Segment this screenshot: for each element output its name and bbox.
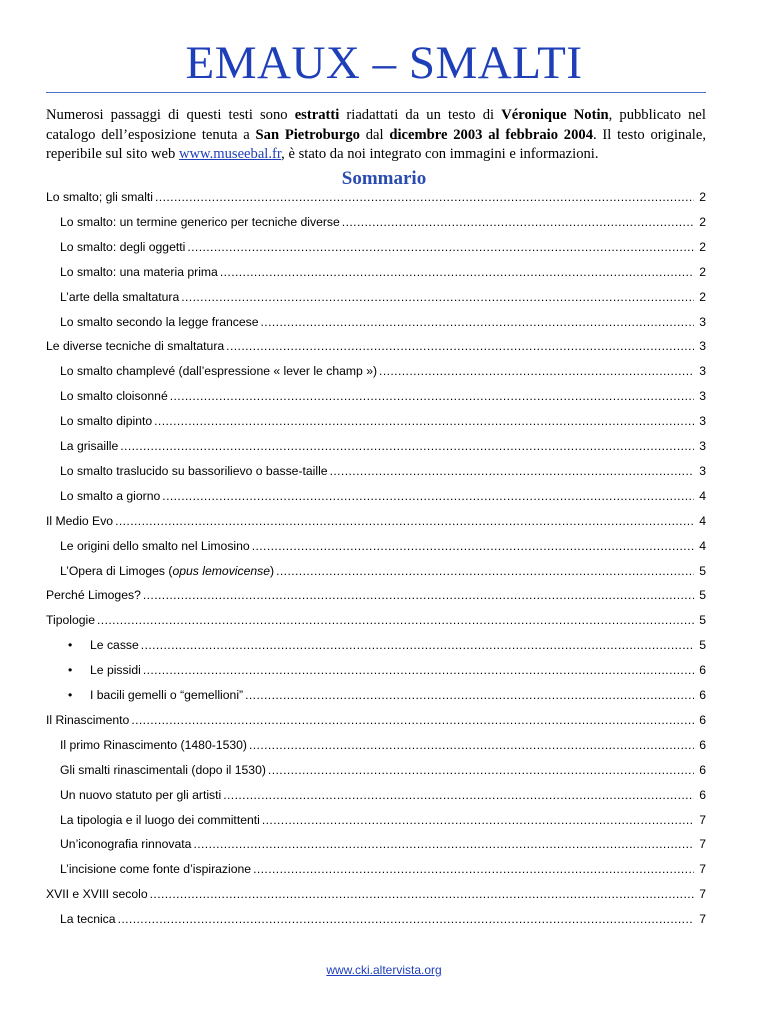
footer-website-link[interactable]: www.cki.altervista.org (326, 963, 442, 977)
toc-entry[interactable] (46, 489, 706, 513)
toc-leader-dots (261, 315, 694, 329)
toc-leader-dots (245, 688, 694, 702)
toc-page-number: 3 (699, 439, 706, 453)
toc-leader-dots (143, 663, 694, 677)
toc-leader-dots (141, 638, 694, 652)
toc-entry-label: La tecnica (60, 912, 116, 927)
toc-entry[interactable] (46, 265, 706, 289)
intro-text-6: , è stato da noi integrato con immagini e informazioni. (281, 146, 599, 162)
toc-entry-label: La tipologia e il luogo dei committenti (60, 812, 260, 827)
toc-entry-text: Le casse (90, 638, 139, 653)
title-underline (46, 92, 706, 93)
toc-leader-dots (220, 265, 694, 279)
toc-entry-label: Lo smalto traslucido su bassorilievo o basse-taille (60, 463, 328, 478)
intro-bold-city: San Pietroburgo (255, 126, 360, 143)
toc-page-number: 5 (699, 613, 706, 628)
toc-entry-label: Un nuovo statuto per gli artisti (60, 787, 222, 802)
toc-entry-label: L’incisione come fonte d’ispirazione (60, 862, 252, 877)
toc-entry-label: Lo smalto dipinto (60, 414, 153, 429)
toc-entry[interactable] (46, 588, 706, 612)
toc-entry-label: Le diverse tecniche di smaltatura (46, 339, 225, 354)
bullet-icon: • (68, 688, 73, 702)
toc-leader-dots (226, 339, 694, 353)
toc-entry-label: Perché Limoges? (46, 588, 141, 603)
toc-entry-label: Lo smalto: un termine generico per tecniche diverse (60, 214, 340, 229)
toc-entry[interactable] (46, 763, 706, 787)
toc-entry[interactable] (46, 315, 706, 339)
toc-entry[interactable] (46, 389, 706, 413)
toc-page-number: 7 (699, 837, 706, 852)
toc-entry[interactable] (46, 738, 706, 762)
toc-leader-dots (120, 439, 694, 453)
intro-bold-estratti: estratti (294, 107, 340, 123)
toc-entry[interactable] (46, 613, 706, 637)
toc-entry-label: Il Medio Evo (46, 513, 114, 528)
intro-text-1: Numerosi passaggi di questi testi sono (46, 107, 295, 123)
toc-entry[interactable] (46, 912, 706, 936)
bullet-icon: • (68, 663, 73, 678)
toc-leader-dots (143, 588, 694, 602)
toc-entry[interactable] (46, 862, 706, 886)
intro-text-3: , pubblicato nel catalogo dell’esposizione tenuta a (46, 107, 706, 143)
toc-entry[interactable] (46, 339, 706, 363)
toc-entry-label: Il Rinascimento (46, 712, 130, 727)
toc-entry-label: Lo smalto: degli oggetti (60, 239, 186, 254)
toc-leader-dots (150, 887, 694, 901)
toc-leader-dots (223, 788, 694, 802)
intro-text-5: . Il testo originale, reperibile sul sito web (46, 126, 706, 162)
toc-entry[interactable] (46, 464, 706, 488)
toc-entry[interactable] (46, 514, 706, 538)
toc-page-number: 5 (699, 638, 706, 653)
toc-entry-label: Lo smalto cloisonné (60, 389, 168, 404)
toc-entry[interactable] (46, 713, 706, 737)
toc-page-number: 2 (699, 289, 706, 304)
toc-leader-dots (118, 912, 694, 926)
toc-entry[interactable] (46, 564, 706, 588)
intro-bold-dates: dicembre 2003 al febbraio 2004 (389, 126, 593, 143)
toc-leader-dots (193, 837, 694, 851)
toc-entry-label: Lo smalto champlevé (dall’espressione « lever le champ ») (60, 364, 378, 379)
toc-entry-label: Il primo Rinascimento (1480-1530) (60, 737, 247, 752)
toc-page-number: 2 (699, 190, 706, 204)
toc-leader-dots (115, 514, 694, 528)
toc-entry-label: Le origini dello smalto nel Limosino (60, 538, 250, 553)
footer (0, 963, 768, 977)
toc-leader-dots (379, 364, 694, 378)
toc-entry-label: Tipologie (46, 613, 96, 628)
toc-leader-dots (262, 813, 694, 827)
toc-page-number: 3 (699, 314, 706, 329)
toc-entry-text: I bacili gemelli o “gemellioni” (90, 688, 244, 702)
toc-page-number: 3 (699, 463, 706, 478)
toc-leader-dots (155, 190, 694, 204)
toc-page-number: 6 (699, 688, 706, 702)
toc-entry-label (46, 688, 243, 702)
toc-leader-dots (162, 489, 694, 503)
toc-leader-dots (154, 414, 694, 428)
intro-text-2: riadattati da un testo di (339, 107, 502, 123)
toc-leader-dots (253, 862, 694, 876)
toc-entry-label (46, 663, 141, 677)
toc-leader-dots (252, 539, 694, 553)
toc-page-number: 7 (699, 862, 706, 877)
toc-page-number: 4 (699, 538, 706, 553)
toc-entry[interactable] (46, 813, 706, 837)
toc-page-number: 4 (699, 513, 706, 528)
toc-entry[interactable] (46, 215, 706, 239)
toc-page-number: 6 (699, 712, 706, 727)
toc-entry[interactable] (46, 887, 706, 911)
toc-entry[interactable] (46, 190, 706, 214)
toc-page-number: 5 (699, 588, 706, 603)
toc-page-number: 6 (699, 787, 706, 802)
toc-entry-label: La grisaille (60, 439, 119, 453)
bullet-icon: • (68, 638, 73, 653)
toc-page-number: 2 (699, 239, 706, 254)
toc-entry-label (46, 638, 139, 652)
toc-entry-text: Le pissidi (90, 663, 141, 678)
toc-page-number: 7 (699, 887, 706, 902)
toc-leader-dots (268, 763, 694, 777)
toc-page-number: 6 (699, 663, 706, 678)
toc-entry-label: Lo smalto: una materia prima (60, 264, 218, 279)
toc-leader-dots (330, 464, 694, 478)
toc-page-number: 3 (699, 339, 706, 354)
toc-entry[interactable] (46, 240, 706, 264)
toc-page-number: 6 (699, 737, 706, 752)
toc-page-number: 5 (699, 563, 706, 578)
intro-text-4: dal (359, 126, 390, 143)
intro-bold-author: Véronique Notin (501, 107, 609, 123)
intro-paragraph (46, 106, 706, 165)
toc-page-number: 2 (699, 214, 706, 229)
toc-entry[interactable] (46, 439, 706, 463)
toc-entry-label: L’arte della smaltatura (60, 289, 180, 304)
toc-page-number: 3 (699, 364, 706, 379)
toc-entry[interactable] (46, 837, 706, 861)
toc-page-number: 6 (699, 762, 706, 777)
toc-entry[interactable] (46, 364, 706, 388)
toc-entry-label: XVII e XVIII secolo (46, 887, 148, 902)
toc-page-number: 2 (699, 264, 706, 279)
toc-entry[interactable] (46, 638, 706, 662)
toc-entry[interactable] (46, 290, 706, 314)
toc-entry-label: Gli smalti rinascimentali (dopo il 1530) (60, 762, 266, 777)
toc-leader-dots (97, 613, 694, 627)
toc-page-number: 3 (699, 414, 706, 429)
toc-leader-dots (342, 215, 694, 229)
toc-entry-label: Lo smalto; gli smalti (46, 190, 154, 204)
toc-leader-dots (170, 389, 694, 403)
toc-leader-dots (187, 240, 694, 254)
toc-entry[interactable] (46, 688, 706, 712)
toc-heading: Sommario (341, 168, 427, 189)
toc-entry[interactable] (46, 788, 706, 812)
toc-entry-label: L’Opera di Limoges (opus lemovicense) (60, 563, 275, 578)
toc-page-number: 4 (699, 488, 706, 503)
toc-leader-dots (276, 564, 694, 578)
toc-entry[interactable] (46, 663, 706, 687)
toc-leader-dots (181, 290, 694, 304)
toc-entry[interactable] (46, 539, 706, 563)
museum-website-link[interactable]: www.museebal.fr (178, 146, 282, 162)
document-title: EMAUX – SMALTI (185, 37, 583, 89)
toc-entry-label: Un’iconografia rinnovata (60, 837, 192, 852)
toc-leader-dots (131, 713, 694, 727)
toc-page-number: 7 (699, 812, 706, 827)
toc-leader-dots (249, 738, 694, 752)
toc-entry-label: Lo smalto a giorno (60, 488, 161, 503)
toc-page-number: 7 (699, 912, 706, 927)
toc-entry[interactable] (46, 414, 706, 438)
toc-entry-label: Lo smalto secondo la legge francese (60, 314, 259, 329)
toc-page-number: 3 (699, 389, 706, 404)
